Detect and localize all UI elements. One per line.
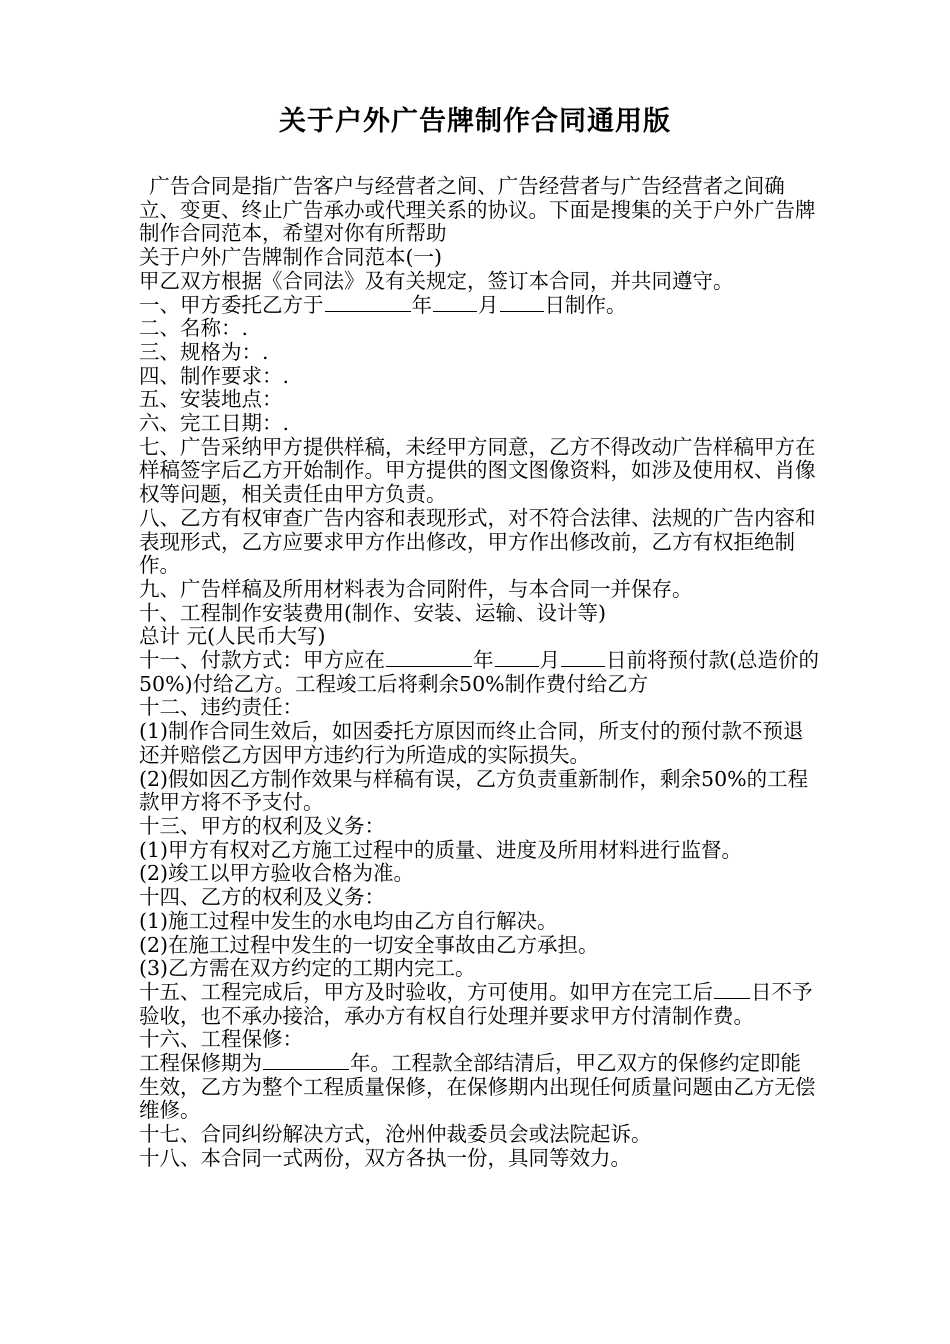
clause-12-item-1: (1)制作合同生效后，如因委托方原因而终止合同，所支付的预付款不预退还并赔偿乙方因甲方违约行为所造成的实际损失。 bbox=[139, 719, 804, 767]
clause-12: 十二、违约责任： bbox=[139, 695, 303, 720]
clause-16-text-b: 年。工程款全部结清后，甲乙双方的保修约定即能生效，乙方为整个工程质量保修，在保修期内出现任何质量问题由乙方无偿维修。 bbox=[139, 1051, 816, 1123]
clause-11-text-d: 日前将预付款(总造价的50%)付给乙方。工程竣工后将剩余50%制作费付给乙方 bbox=[139, 648, 819, 696]
clause-10: 十、工程制作安装费用(制作、安装、运输、设计等) bbox=[139, 600, 606, 625]
clause-14-item-1: (1)施工过程中发生的水电均由乙方自行解决。 bbox=[139, 908, 558, 933]
clause-8: 八、乙方有权审查广告内容和表现形式，对不符合法律、法规的广告内容和表现形式，乙方应要求甲方作出修改，甲方作出修改前，乙方有权拒绝制作。 bbox=[139, 505, 816, 578]
clause-13: 十三、甲方的权利及义务： bbox=[139, 813, 385, 838]
clause-14-item-2: (2)在施工过程中发生的一切安全事故由乙方承担。 bbox=[139, 932, 599, 957]
clause-7: 七、广告采纳甲方提供样稿，未经甲方同意，乙方不得改动广告样稿甲方在样稿签字后乙方开始制作。甲方提供的图文图像资料，如涉及使用权、肖像权等问题，相关责任由甲方负责。 bbox=[139, 434, 816, 507]
clause-2: 二、名称：. bbox=[139, 316, 249, 341]
clause-15-text-b: 日不予验收，也不承办接洽，承办方有权自行处理并要求甲方付清制作费。 bbox=[139, 979, 813, 1028]
blank-field bbox=[714, 982, 750, 999]
clause-4: 四、制作要求：. bbox=[139, 363, 290, 388]
clause-11-text-c: 月 bbox=[539, 648, 560, 673]
clause-1-text-a: 一、甲方委托乙方于 bbox=[139, 292, 324, 317]
total-line: 总计 元(人民币大写) bbox=[139, 624, 326, 649]
sample-heading: 关于户外广告牌制作合同范本(一) bbox=[139, 245, 442, 270]
clause-18: 十八、本合同一式两份，双方各执一份，具同等效力。 bbox=[139, 1145, 631, 1170]
clause-16-text-a: 工程保修期为 bbox=[139, 1051, 262, 1076]
document-title: 关于户外广告牌制作合同通用版 bbox=[279, 106, 671, 137]
clause-17: 十七、合同纠纷解决方式，沧州仲裁委员会或法院起诉。 bbox=[139, 1122, 652, 1147]
blank-field bbox=[263, 1053, 349, 1070]
clause-14: 十四、乙方的权利及义务： bbox=[139, 885, 385, 910]
clause-9: 九、广告样稿及所用材料表为合同附件，与本合同一并保存。 bbox=[139, 576, 693, 601]
blank-field bbox=[325, 295, 411, 312]
clause-6: 六、完工日期：. bbox=[139, 411, 290, 436]
clause-1 bbox=[139, 294, 819, 318]
blank-field bbox=[500, 295, 544, 312]
blank-field bbox=[561, 650, 605, 667]
clause-14-item-3: (3)乙方需在双方约定的工期内完工。 bbox=[139, 956, 476, 981]
clause-1-text-c: 月 bbox=[478, 292, 499, 317]
clause-16: 十六、工程保修： bbox=[139, 1027, 303, 1052]
clause-15 bbox=[139, 981, 819, 1028]
blank-field bbox=[386, 650, 472, 667]
clause-3: 三、规格为：. bbox=[139, 339, 269, 364]
clause-1-text-d: 日制作。 bbox=[544, 292, 627, 317]
clause-16-item-1 bbox=[139, 1052, 819, 1123]
clause-11-text-b: 年 bbox=[473, 648, 494, 673]
clause-5: 五、安装地点： bbox=[139, 387, 283, 412]
clause-13-item-1: (1)甲方有权对乙方施工过程中的质量、进度及所用材料进行监督。 bbox=[139, 837, 743, 862]
blank-field bbox=[433, 295, 477, 312]
clause-13-item-2: (2)竣工以甲方验收合格为准。 bbox=[139, 861, 415, 886]
clause-11-text-a: 十一、付款方式：甲方应在 bbox=[139, 648, 385, 673]
intro-paragraph: 广告合同是指广告客户与经营者之间、广告经营者与广告经营者之间确立、变更、终止广告承办或代理关系的协议。下面是搜集的关于户外广告牌制作合同范本，希望对你有所帮助 bbox=[139, 174, 816, 246]
blank-field bbox=[495, 650, 539, 667]
clause-1-text-b: 年 bbox=[411, 292, 432, 317]
preamble: 甲乙双方根据《合同法》及有关规定，签订本合同，并共同遵守。 bbox=[139, 268, 734, 293]
clause-15-text-a: 十五、工程完成后，甲方及时验收，方可使用。如甲方在完工后 bbox=[139, 979, 713, 1004]
contract-body bbox=[139, 175, 819, 1171]
clause-12-item-2: (2)假如因乙方制作效果与样稿有误，乙方负责重新制作，剩余50%的工程款甲方将不予支付。 bbox=[139, 766, 809, 815]
clause-11 bbox=[139, 649, 819, 696]
